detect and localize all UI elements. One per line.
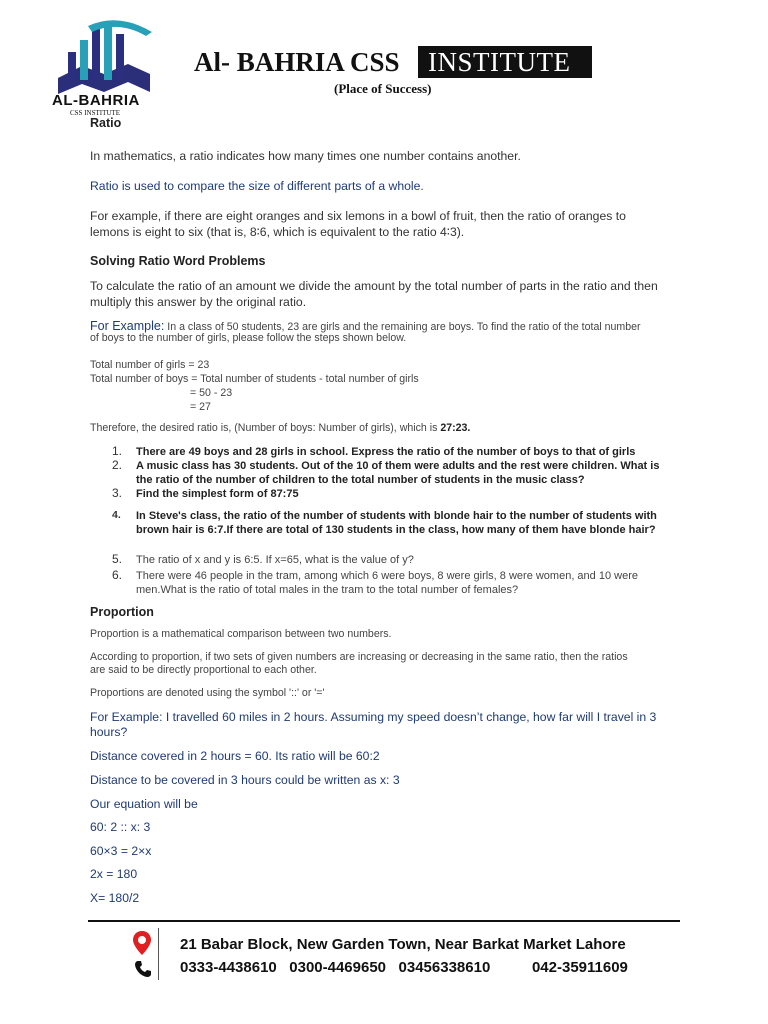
example-line-1: For example, if there are eight oranges and six lemons in a bowl of fruit, then the ratio of oranges to bbox=[90, 209, 626, 223]
example-line-2: lemons is eight to six (that is, 8∶6, which is equivalent to the ratio 4∶3). bbox=[90, 225, 465, 239]
question-number: 5. bbox=[112, 552, 123, 566]
proportion-line-1: According to proportion, if two sets of given numbers are increasing or decreasing in the same ratio, then the ratios bbox=[90, 651, 628, 663]
question-4-line-1: In Steve's class, the ratio of the number of students with blonde hair to the number of students with bbox=[136, 510, 657, 522]
question-number: 6. bbox=[112, 568, 123, 582]
boys-step-1: = 50 - 23 bbox=[190, 387, 233, 399]
equation-3: 2x = 180 bbox=[90, 867, 138, 881]
boys-formula: Total number of boys = Total number of students - total number of girls bbox=[90, 373, 419, 385]
ratio-result-text: Therefore, the desired ratio is, (Number of boys: Number of girls), which is bbox=[90, 422, 441, 434]
calc-line-2: multiply this answer by the original ratio. bbox=[90, 295, 307, 309]
question-2-line-2: the ratio of the number of children to the total number of students in the music class? bbox=[136, 474, 585, 486]
ratio-heading: Ratio bbox=[90, 116, 122, 130]
institute-word: INSTITUTE bbox=[428, 47, 571, 77]
ratio-result-value: 27:23. bbox=[440, 422, 471, 434]
footer-phones: 0333-4438610 0300-4469650 03456338610 042-35911609 bbox=[180, 959, 628, 976]
question-4-line-2: brown hair is 6:7.If there are total of 130 students in the class, how many of them have blonde hair? bbox=[136, 524, 656, 536]
example-2-line-2: hours? bbox=[90, 725, 128, 739]
question-6-line-1: There were 46 people in the tram, among which 6 were boys, 8 were girls, 8 were women, and 10 were bbox=[136, 570, 638, 582]
proportion-line-2: are said to be directly proportional to each other. bbox=[90, 664, 317, 676]
proportion-definition: Proportion is a mathematical comparison between two numbers. bbox=[90, 628, 392, 640]
question-number: 4. bbox=[112, 509, 121, 521]
for-example-text: In a class of 50 students, 23 are girls and the remaining are boys. To find the ratio of the total number bbox=[164, 321, 641, 333]
footer-address: 21 Babar Block, New Garden Town, Near Barkat Market Lahore bbox=[180, 936, 626, 953]
institute-name: Al- BAHRIA CSS bbox=[194, 47, 400, 77]
word-problems-heading: Solving Ratio Word Problems bbox=[90, 254, 266, 268]
question-number: 2. bbox=[112, 458, 123, 472]
equation-1: 60: 2 :: x: 3 bbox=[90, 820, 151, 834]
phone-icon bbox=[134, 960, 152, 978]
ratio-use-paragraph: Ratio is used to compare the size of different parts of a whole. bbox=[90, 179, 424, 193]
footer-vertical-divider bbox=[158, 928, 159, 980]
proportion-heading: Proportion bbox=[90, 605, 154, 619]
proportion-symbol: Proportions are denoted using the symbol '::' or '=' bbox=[90, 687, 325, 699]
equation-4: X= 180/2 bbox=[90, 891, 140, 905]
question-2-line-1: A music class has 30 students. Out of the 10 of them were adults and the rest were children. What is bbox=[136, 460, 660, 472]
question-5: The ratio of x and y is 6:5. If x=65, what is the value of y? bbox=[136, 554, 414, 566]
equation-intro: Our equation will be bbox=[90, 797, 198, 811]
question-number: 3. bbox=[112, 486, 123, 500]
boys-step-2: = 27 bbox=[190, 401, 211, 413]
location-pin-icon bbox=[132, 930, 152, 956]
question-number: 1. bbox=[112, 444, 123, 458]
question-6-line-2: men.What is the ratio of total males in the tram to the total number of females? bbox=[136, 584, 519, 596]
intro-paragraph: In mathematics, a ratio indicates how many times one number contains another. bbox=[90, 149, 521, 163]
footer-divider bbox=[88, 920, 680, 922]
question-1: There are 49 boys and 28 girls in school. Express the ratio of the number of boys to that of girls bbox=[136, 446, 636, 458]
question-3: Find the simplest form of 87:75 bbox=[136, 488, 299, 500]
for-example-line-2: of boys to the number of girls, please follow the steps shown below. bbox=[90, 332, 407, 344]
for-example-label: For Example: bbox=[90, 319, 165, 333]
institute-logo bbox=[48, 14, 158, 132]
calc-line-1: To calculate the ratio of an amount we divide the amount by the total number of parts in the ratio and then bbox=[90, 279, 658, 293]
distance-3-hours: Distance to be covered in 3 hours could be written as x: 3 bbox=[90, 773, 400, 787]
tagline: (Place of Success) bbox=[334, 81, 432, 96]
girls-count: Total number of girls = 23 bbox=[90, 359, 210, 371]
logo-subtext: CSS INSTITUTE bbox=[70, 109, 120, 117]
distance-2-hours: Distance covered in 2 hours = 60. Its ratio will be 60:2 bbox=[90, 749, 380, 763]
ratio-result bbox=[90, 422, 470, 435]
logo-text: AL-BAHRIA bbox=[52, 92, 140, 109]
equation-2: 60×3 = 2×x bbox=[90, 844, 152, 858]
example-2-line-1: For Example: I travelled 60 miles in 2 hours. Assuming my speed doesn’t change, how far will I travel in 3 bbox=[90, 710, 657, 724]
